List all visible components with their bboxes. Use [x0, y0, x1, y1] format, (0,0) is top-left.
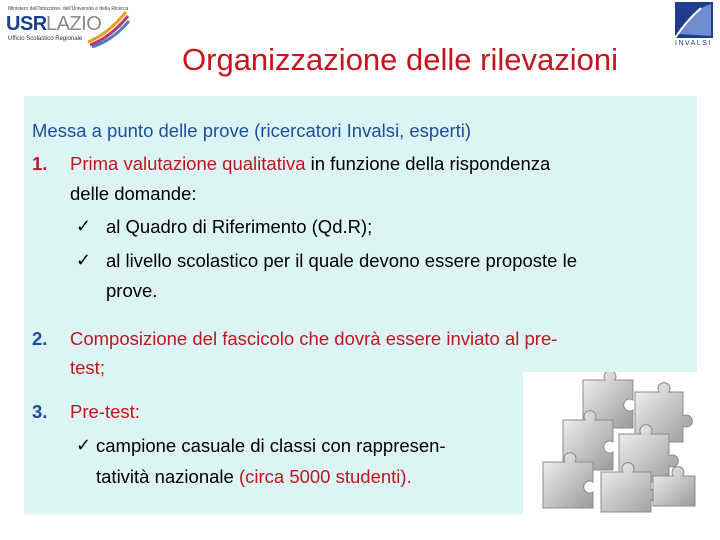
ministry-text: Ministero dell'Istruzione, dell'Università e della Ricerca [8, 6, 129, 12]
item-2-line-1: Composizione del fascicolo che dovrà essere inviato al pre- [70, 328, 558, 349]
logo-brand-light: LAZIO [46, 13, 102, 35]
item-1-highlight: Prima valutazione qualitativa [70, 153, 306, 174]
item-1-rest: in funzione della rispondenza [305, 153, 551, 174]
logo-brand-bold: USR [6, 13, 47, 35]
item-1-check-1: al Quadro di Riferimento (Qd.R); [106, 216, 373, 237]
item-3-number: 3. [32, 401, 48, 422]
item-3-check-line-2a: tatività nazionale [96, 466, 239, 487]
item-2-number: 2. [32, 328, 48, 349]
check-icon: ✓ [76, 216, 92, 236]
item-1-continuation: delle domande: [70, 183, 197, 204]
item-1 [32, 153, 47, 175]
office-text: Ufficio Scolastico Regionale [8, 36, 83, 42]
intro-line: Messa a punto delle prove (ricercatori Invalsi, esperti) [32, 120, 472, 141]
item-3-check-line-2b: (circa 5000 studenti). [238, 466, 412, 487]
item-1-number: 1. [32, 153, 48, 174]
puzzle-image [523, 372, 697, 514]
item-3-label: Pre-test: [70, 401, 140, 422]
item-3-check-line-1: campione casuale di classi con rappresen- [96, 435, 446, 456]
invalsi-label: INVALSI [675, 40, 712, 47]
puzzle-pieces-icon [523, 372, 697, 514]
item-2-line-2: test; [70, 357, 105, 378]
item-1-check-2-continuation: prove. [106, 280, 158, 301]
check-icon: ✓ [76, 250, 92, 270]
item-3-check-line-2 [96, 466, 412, 488]
check-icon: ✓ [76, 435, 92, 455]
item-1-line [70, 153, 550, 175]
invalsi-emblem-icon [671, 0, 717, 40]
item-1-check-2: al livello scolastico per il quale devono essere proposte le [106, 250, 577, 271]
page-title: Organizzazione delle rilevazioni [182, 42, 618, 77]
